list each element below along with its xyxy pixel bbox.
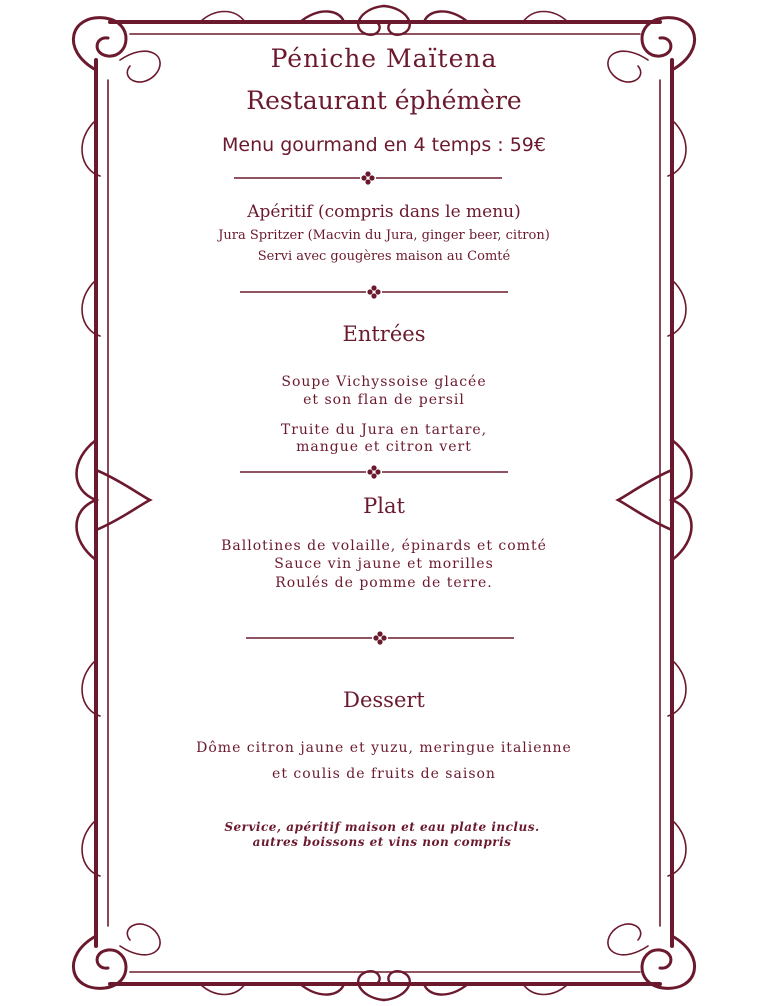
menu-price-line: Menu gourmand en 4 temps : 59€: [222, 134, 546, 156]
plat-title: Plat: [363, 494, 405, 518]
dessert-title: Dessert: [343, 688, 425, 712]
fleuron-divider-icon: [244, 630, 516, 646]
dessert-line-1: Dôme citron jaune et yuzu, meringue italienne: [196, 740, 572, 756]
aperitif-line-2: Servi avec gougères maison au Comté: [257, 249, 511, 264]
restaurant-subtitle: Restaurant éphémère: [246, 86, 522, 115]
aperitif-line-1: Jura Spritzer (Macvin du Jura, ginger beer, citron): [218, 228, 550, 243]
plat-line-3: Roulés de pomme de terre.: [275, 575, 493, 591]
fleuron-divider-icon: [232, 170, 504, 186]
service-note-line-2: autres boissons et vins non compris: [252, 835, 512, 849]
entree-1-line-2: et son flan de persil: [303, 392, 465, 408]
aperitif-title: Apéritif (compris dans le menu): [247, 202, 521, 222]
plat-line-2: Sauce vin jaune et morilles: [274, 556, 494, 572]
entrees-title: Entrées: [342, 322, 426, 346]
entree-2-line-1: Truite du Jura en tartare,: [280, 422, 488, 438]
fleuron-divider-icon: [238, 284, 510, 300]
restaurant-name: Péniche Maïtena: [270, 44, 498, 73]
dessert-line-2: et coulis de fruits de saison: [272, 766, 496, 782]
entree-1-line-1: Soupe Vichyssoise glacée: [281, 374, 487, 390]
plat-line-1: Ballotines de volaille, épinards et comté: [221, 538, 547, 554]
service-note-line-1: Service, apéritif maison et eau plate inclus.: [224, 820, 540, 834]
entree-2-line-2: mangue et citron vert: [296, 439, 472, 455]
fleuron-divider-icon: [238, 464, 510, 480]
